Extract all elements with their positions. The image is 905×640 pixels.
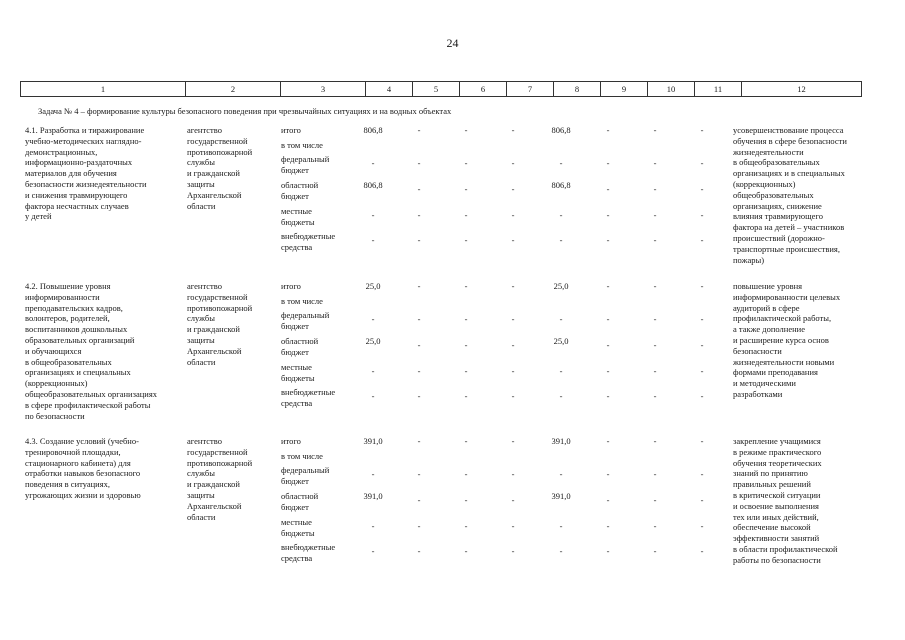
funding-value: - (417, 546, 421, 556)
funding-value: - (371, 235, 375, 245)
funding-value: - (464, 210, 468, 220)
funding-value: - (559, 469, 563, 479)
task-title: Задача № 4 – формирование культуры безопасного поведения при чрезвычайных ситуациях и на водных объектах (38, 106, 452, 116)
column-number: 9 (601, 82, 648, 96)
funding-value: 25,0 (553, 281, 569, 291)
funding-value: - (464, 184, 468, 194)
funding-value: - (559, 210, 563, 220)
funding-value: 25,0 (365, 281, 381, 291)
funding-value: - (464, 366, 468, 376)
funding-value: - (606, 314, 610, 324)
funding-source: областной бюджет (281, 180, 319, 201)
funding-value: - (653, 210, 657, 220)
funding-value: - (653, 436, 657, 446)
funding-value: - (417, 366, 421, 376)
funding-value: - (559, 391, 563, 401)
funding-value: - (511, 158, 515, 168)
funding-value: - (653, 495, 657, 505)
funding-value: - (700, 281, 704, 291)
result-text: усовершенствование процесса обучения в сфере безопасности жизнедеятельности в общеобразовательных организациях и в специальных (коррекционных) общеобразовательных организациях, снижение влияния травмирующего фактора на детей – участников происшествий (дорожно- транспортные происшествия, пожары) (733, 125, 847, 265)
column-number: 7 (507, 82, 554, 96)
funding-value: - (417, 210, 421, 220)
funding-value: - (606, 469, 610, 479)
funding-value: - (371, 469, 375, 479)
funding-value: - (606, 546, 610, 556)
funding-value: - (371, 391, 375, 401)
funding-value: - (700, 546, 704, 556)
executor-name: агентство государственной противопожарной службы и гражданской защиты Архангельской области (187, 281, 253, 367)
funding-value: - (606, 495, 610, 505)
executor-name: агентство государственной противопожарной службы и гражданской защиты Архангельской области (187, 125, 253, 211)
column-number: 2 (186, 82, 281, 96)
funding-value: - (559, 314, 563, 324)
funding-source: в том числе (281, 140, 323, 150)
funding-value: - (464, 314, 468, 324)
funding-source: местные бюджеты (281, 206, 315, 227)
funding-value: 391,0 (551, 491, 571, 501)
funding-source: в том числе (281, 296, 323, 306)
funding-value: - (606, 210, 610, 220)
funding-value: - (700, 158, 704, 168)
funding-value: - (464, 340, 468, 350)
funding-value: - (417, 184, 421, 194)
funding-value: - (606, 184, 610, 194)
funding-value: - (700, 314, 704, 324)
funding-value: - (700, 436, 704, 446)
funding-source: итого (281, 436, 301, 446)
result-text: закрепление учащимися в режиме практического обучения теоретических знаний по принятию правильных решений в критической ситуации и освоение выполнения тех или иных действий, обеспечение высокой эффективности занятий в области профилактической работы по безопасности (733, 436, 838, 565)
funding-value: - (653, 235, 657, 245)
funding-value: - (511, 366, 515, 376)
funding-value: - (417, 521, 421, 531)
column-number: 11 (695, 82, 742, 96)
column-number: 3 (281, 82, 366, 96)
funding-source: внебюджетные средства (281, 231, 336, 252)
funding-value: - (464, 495, 468, 505)
funding-value: - (417, 469, 421, 479)
activity-name: 4.1. Разработка и тиражирование учебно-методических наглядно- демонстрационных, информационно-раздаточных материалов для обучения безопасности жизнедеятельности и снижения травмирующего фактора несчастных случаев у детей (25, 125, 147, 222)
funding-value: - (511, 314, 515, 324)
result-text: повышение уровня информированности целевых аудиторий в сфере профилактической работы, а также дополнение и расширение курса основ безопасности жизнедеятельности новыми формами преподавания и методическими разработками (733, 281, 841, 399)
funding-value: - (511, 436, 515, 446)
funding-value: - (653, 521, 657, 531)
funding-value: - (700, 495, 704, 505)
funding-value: - (700, 210, 704, 220)
funding-source: итого (281, 125, 301, 135)
funding-value: - (606, 366, 610, 376)
funding-value: 806,8 (363, 125, 383, 135)
funding-value: - (511, 495, 515, 505)
funding-value: - (464, 546, 468, 556)
funding-value: - (371, 314, 375, 324)
funding-value: - (606, 340, 610, 350)
funding-source: внебюджетные средства (281, 542, 336, 563)
funding-value: - (700, 125, 704, 135)
funding-value: - (511, 281, 515, 291)
page-number: 24 (446, 36, 459, 50)
funding-value: - (511, 469, 515, 479)
funding-value: - (371, 521, 375, 531)
funding-value: - (417, 436, 421, 446)
funding-value: - (606, 436, 610, 446)
funding-value: 25,0 (553, 336, 569, 346)
funding-source: федеральный бюджет (281, 154, 330, 175)
column-number: 10 (648, 82, 695, 96)
funding-value: - (464, 436, 468, 446)
funding-source: местные бюджеты (281, 362, 315, 383)
funding-value: - (511, 546, 515, 556)
funding-value: 806,8 (363, 180, 383, 190)
funding-value: - (700, 235, 704, 245)
funding-value: - (511, 521, 515, 531)
funding-value: 391,0 (551, 436, 571, 446)
funding-value: - (371, 366, 375, 376)
funding-value: - (464, 521, 468, 531)
funding-value: - (606, 281, 610, 291)
funding-value: - (464, 469, 468, 479)
funding-value: 391,0 (363, 436, 383, 446)
funding-source: внебюджетные средства (281, 387, 336, 408)
funding-value: - (417, 125, 421, 135)
funding-value: - (700, 340, 704, 350)
funding-value: - (653, 366, 657, 376)
funding-value: - (653, 125, 657, 135)
funding-value: - (464, 391, 468, 401)
funding-source: итого (281, 281, 301, 291)
funding-value: - (417, 495, 421, 505)
funding-value: - (511, 235, 515, 245)
funding-value: - (511, 125, 515, 135)
funding-value: - (700, 366, 704, 376)
funding-source: федеральный бюджет (281, 310, 330, 331)
funding-value: - (653, 184, 657, 194)
funding-source: в том числе (281, 451, 323, 461)
funding-value: 806,8 (551, 125, 571, 135)
funding-source: федеральный бюджет (281, 465, 330, 486)
executor-name: агентство государственной противопожарной службы и гражданской защиты Архангельской области (187, 436, 253, 522)
activity-name: 4.2. Повышение уровня информированности преподавательских кадров, волонтеров, родителей, воспитанников дошкольных образовательных организаций и обучающихся в общеобразовательных организациях и специальных (коррекционных) общеобразовательных организациях в сфере профилактической работы по безопасности (25, 281, 157, 421)
column-header-row (20, 81, 862, 97)
funding-value: 391,0 (363, 491, 383, 501)
column-number: 4 (366, 82, 413, 96)
funding-value: - (417, 340, 421, 350)
funding-value: - (653, 281, 657, 291)
funding-value: - (464, 158, 468, 168)
funding-value: - (371, 210, 375, 220)
funding-value: - (559, 546, 563, 556)
funding-value: - (653, 391, 657, 401)
funding-value: - (464, 281, 468, 291)
funding-value: - (653, 469, 657, 479)
funding-value: - (700, 391, 704, 401)
funding-value: - (700, 184, 704, 194)
funding-value: 25,0 (365, 336, 381, 346)
funding-value: - (464, 235, 468, 245)
funding-value: - (700, 521, 704, 531)
funding-value: - (700, 469, 704, 479)
funding-value: 806,8 (551, 180, 571, 190)
funding-source: областной бюджет (281, 336, 319, 357)
funding-value: - (606, 125, 610, 135)
funding-value: - (417, 314, 421, 324)
funding-value: - (653, 314, 657, 324)
funding-value: - (511, 210, 515, 220)
funding-value: - (511, 391, 515, 401)
activity-name: 4.3. Создание условий (учебно- тренировочной площадки, стационарного кабинета) для отработки навыков безопасного поведения в ситуациях, угрожающих жизни и здоровью (25, 436, 141, 500)
funding-value: - (417, 235, 421, 245)
column-number: 12 (797, 84, 806, 94)
funding-value: - (464, 125, 468, 135)
funding-value: - (559, 521, 563, 531)
funding-value: - (511, 184, 515, 194)
funding-value: - (371, 158, 375, 168)
funding-value: - (606, 391, 610, 401)
column-number: 5 (413, 82, 460, 96)
funding-source: областной бюджет (281, 491, 319, 512)
funding-value: - (653, 340, 657, 350)
column-number: 6 (460, 82, 507, 96)
funding-source: местные бюджеты (281, 517, 315, 538)
funding-value: - (559, 158, 563, 168)
funding-value: - (559, 235, 563, 245)
funding-value: - (653, 158, 657, 168)
funding-value: - (511, 340, 515, 350)
funding-value: - (606, 521, 610, 531)
funding-value: - (417, 391, 421, 401)
funding-value: - (417, 281, 421, 291)
funding-value: - (417, 158, 421, 168)
funding-value: - (606, 235, 610, 245)
funding-value: - (653, 546, 657, 556)
funding-value: - (559, 366, 563, 376)
column-number: 8 (554, 82, 601, 96)
funding-value: - (606, 158, 610, 168)
column-number: 1 (21, 82, 186, 96)
funding-value: - (371, 546, 375, 556)
